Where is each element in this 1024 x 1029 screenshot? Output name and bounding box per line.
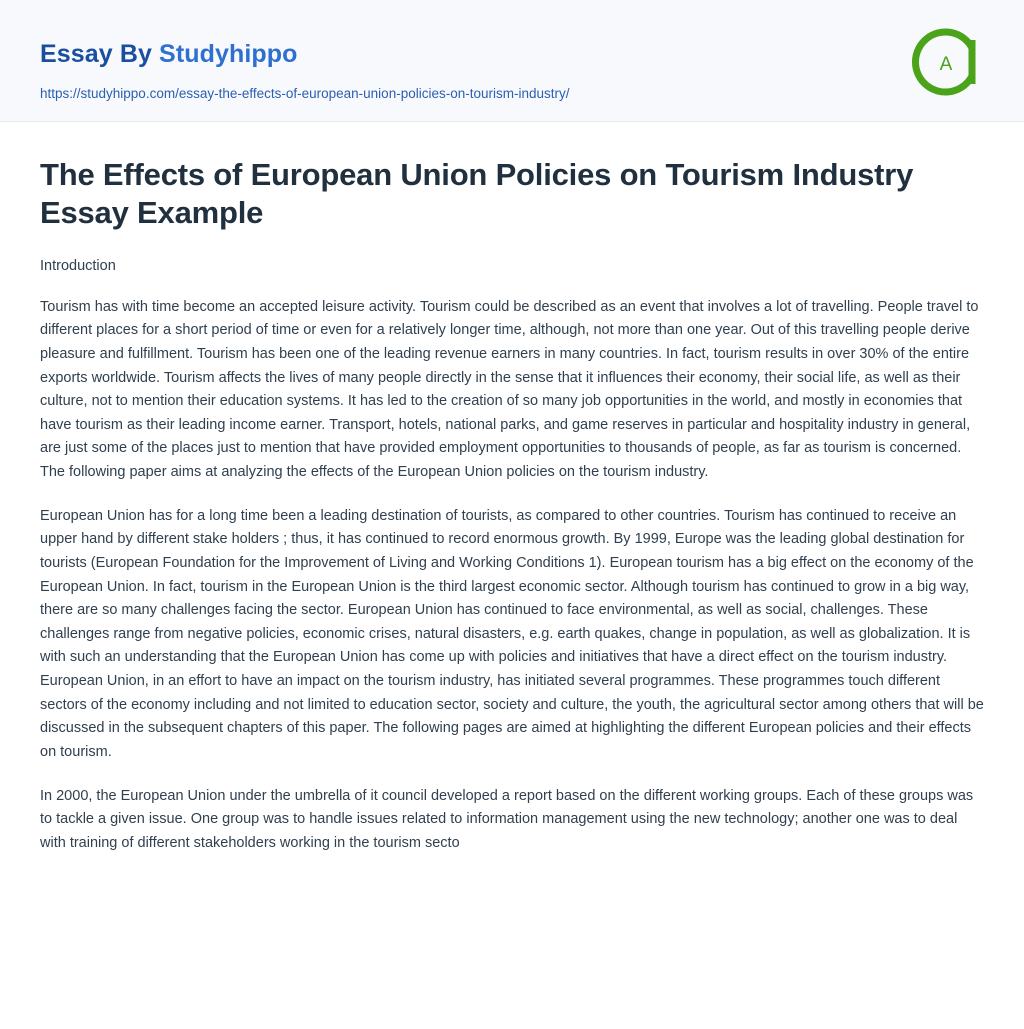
content-fade xyxy=(0,1005,1024,1029)
paragraph: In 2000, the European Union under the umbrella of it council developed a report based on the different working groups. Each of these groups was to tackle a given issue. One group was to handle issues related to information management using the new technology; another one was to deal with training of different stakeholders working in the tourism secto xyxy=(40,787,974,851)
site-brand xyxy=(40,40,298,69)
brand-name: Studyhippo xyxy=(159,40,298,68)
circle-a-logo-icon xyxy=(910,26,982,98)
svg-text:A: A xyxy=(939,54,953,75)
paragraph: European Union has for a long time been a leading destination of tourists, as compared to other countries. Tourism has continued to receive an upper hand by different stake holders ; thus, it has continued to record enormous growth. By 1999, Europe was the leading global destination for tourists (European Foundation for the Improvement of Living and Working Conditions 1). European tourism has a big effect on the economy of the European Union. In fact, tourism in the European Union is the third largest economic sector. Although tourism has continued to grow in a big way, there are so many challenges facing the sector. European Union has continued to face environmental, as well as social, challenges. These challenges range from negative policies, economic crises, natural disasters, e.g. earth quakes, change in population, as well as globalization. It is with such an understanding that the European Union has come up with policies and initiatives that have a direct effect on the tourism industry. European Union, in an effort to have an impact on the tourism industry, has initiated several programmes. These programmes touch different sectors of the economy including and not limited to education sector, society and culture, the youth, the agricultural sector among others that will be discussed in the subsequent chapters of this paper. The following pages are aimed at highlighting the different European policies and their effects on tourism. xyxy=(40,507,984,760)
brand-prefix: Essay By xyxy=(40,40,160,68)
paragraph: Tourism has with time become an accepted leisure activity. Tourism could be described as an event that involves a lot of travelling. People travel to different places for a short period of time or even for a relatively longer time, although, not more than one year. Out of this travelling people derive pleasure and fulfillment. Tourism has been one of the leading revenue earners in many countries. In fact, tourism results in over 30% of the entire exports worldwide. Tourism affects the lives of many people directly in the sense that it influences their economy, their social life, as well as their culture, not to mention their education systems. It has led to the creation of so many job opportunities in the world, and mostly in economies that have tourism as their leading income earner. Transport, hotels, national parks, and game reserves in particular and hospitality industry in general, are just some of the places just to mention that have provided employment opportunities to thousands of people, as far as tourism is concerned. The following paper aims at analyzing the effects of the European Union policies on the tourism industry. xyxy=(40,298,979,480)
source-url-link[interactable]: https://studyhippo.com/essay-the-effects-of-european-union-policies-on-tourism-industry/ xyxy=(40,86,570,101)
section-heading-introduction: Introduction xyxy=(40,257,116,274)
article-body xyxy=(0,122,1024,855)
site-header xyxy=(0,0,1024,122)
page-title: The Effects of European Union Policies on Tourism Industry Essay Example xyxy=(40,157,914,230)
